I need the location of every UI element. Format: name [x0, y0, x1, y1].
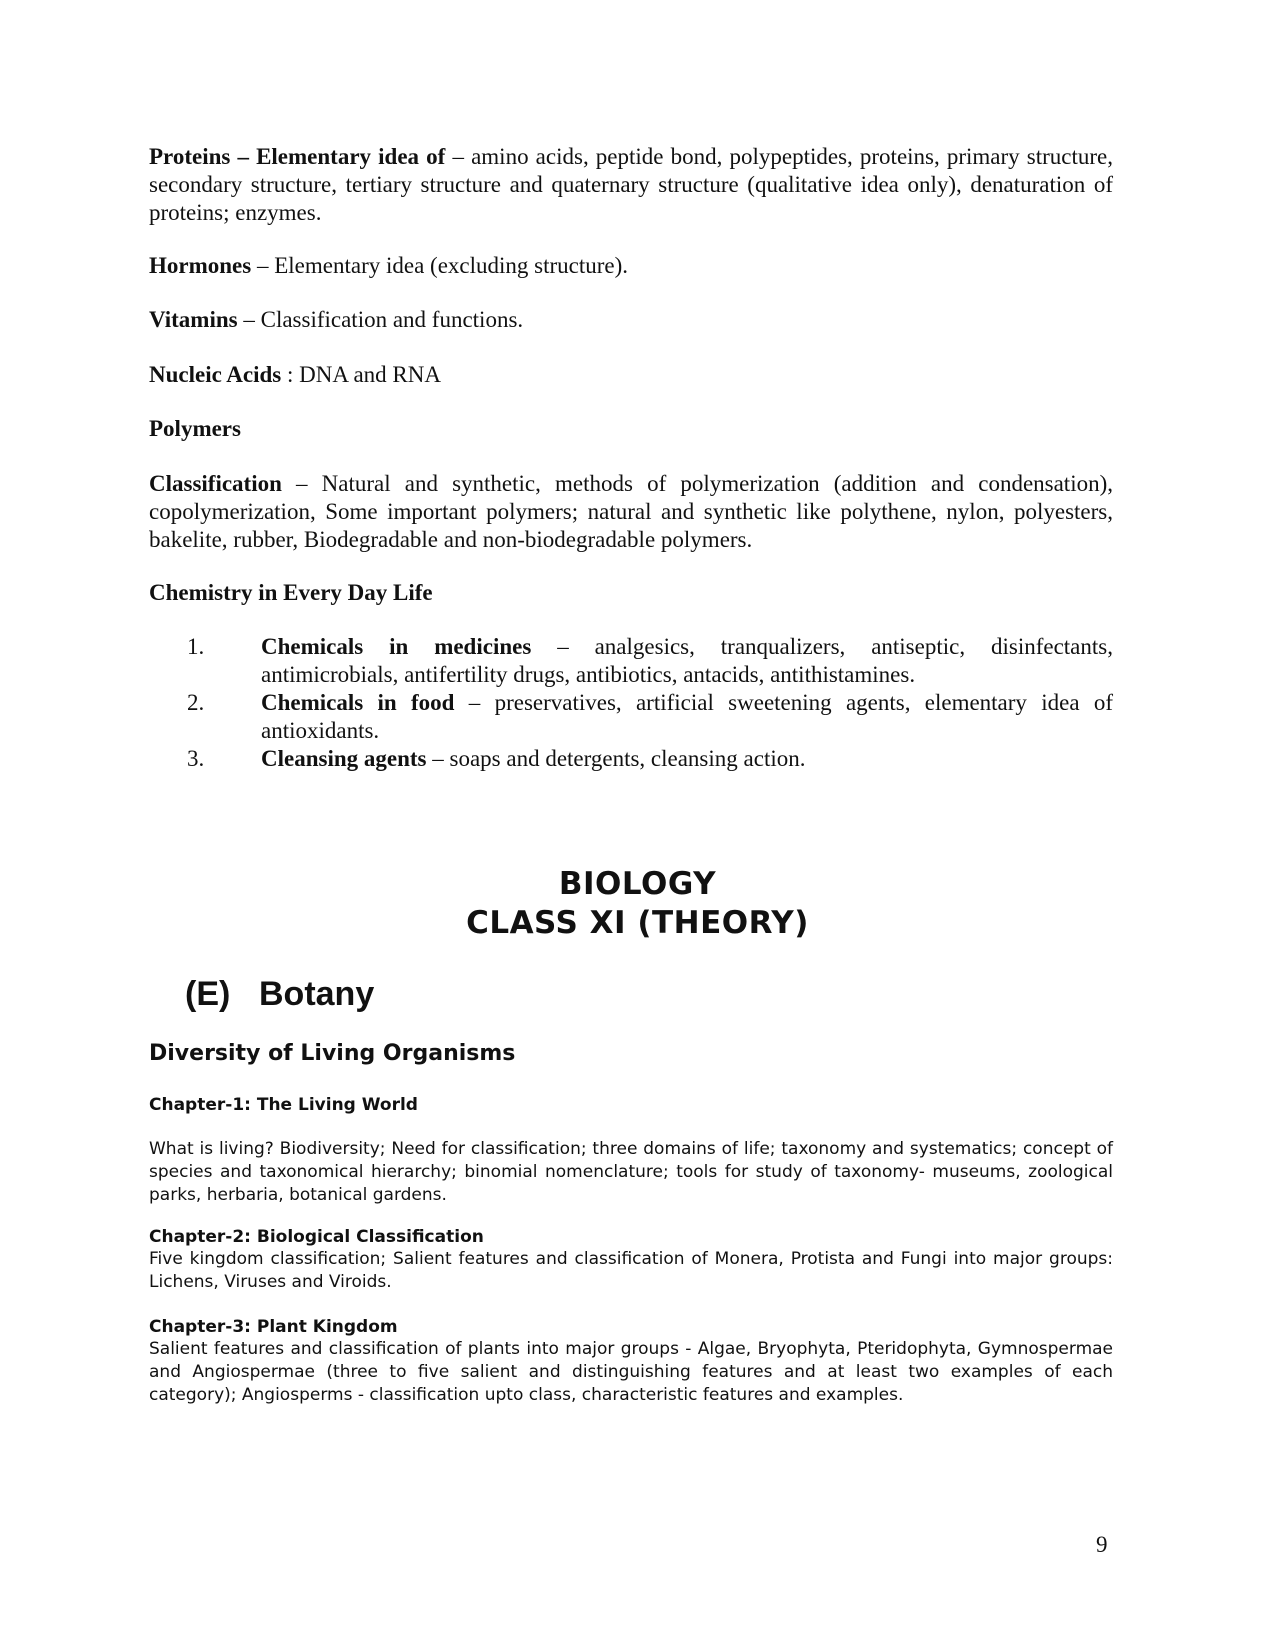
proteins-term: Proteins – Elementary idea of — [149, 144, 446, 169]
section-title — [185, 974, 374, 1014]
chapter-text: Salient features and classification of plants into major groups - Algae, Bryophyta, Pteridophyta, Gymnospermae and Angiospermae (three to five salient and distinguishing features and at least two examples of each category); Angiosperms - classification upto class, characteristic features and examples. — [149, 1339, 1113, 1405]
proteins-text: – amino acids, peptide bond, polypeptides, proteins, primary structure, secondary structure, tertiary structure and quaternary structure (qualitative idea only), denaturation of proteins; enzymes. — [149, 144, 1114, 225]
nucleic-acids-term: Nucleic Acids — [149, 362, 282, 387]
class-subtitle: CLASS XI (THEORY) — [466, 905, 809, 941]
chapter-text: What is living? Biodiversity; Need for classification; three domains of life; taxonomy and systematics; concept of species and taxonomical hierarchy; binomial nomenclature; tools for study of taxonomy- museums, zoological parks, herbaria, botanical gardens. — [149, 1139, 1113, 1205]
list-item — [149, 633, 1113, 689]
everyday-life-heading: Chemistry in Every Day Life — [149, 580, 433, 605]
chapter-text: Five kingdom classification; Salient features and classification of Monera, Protista and Fungi into major groups: Lichens, Viruses and Viroids. — [149, 1249, 1113, 1292]
hormones-paragraph — [149, 252, 1113, 280]
list-item — [149, 745, 1113, 773]
list-item-term: Chemicals in medicines — [261, 634, 532, 659]
vitamins-text: – Classification and functions. — [237, 307, 524, 332]
polymers-heading: Polymers — [149, 416, 241, 441]
unit-title: Diversity of Living Organisms — [149, 1041, 516, 1066]
section-name: Botany — [259, 975, 375, 1013]
hormones-term: Hormones — [149, 253, 252, 278]
list-item-number: 3. — [187, 746, 205, 771]
list-item-number: 2. — [187, 690, 205, 715]
chapter-heading: Chapter-1: The Living World — [149, 1095, 418, 1115]
chapter-heading: Chapter-2: Biological Classification — [149, 1227, 484, 1247]
list-item-term: Chemicals in food — [261, 690, 455, 715]
list-item — [149, 689, 1113, 745]
list-item-term: Cleansing agents — [261, 746, 427, 771]
list-item-text: – preservatives, artificial sweetening agents, elementary idea of antioxidants. — [261, 690, 1114, 743]
proteins-paragraph — [149, 143, 1113, 227]
chapter-heading: Chapter-3: Plant Kingdom — [149, 1317, 398, 1337]
hormones-text: – Elementary idea (excluding structure). — [251, 253, 629, 278]
chapter-2 — [149, 1226, 1113, 1294]
classification-text: – Natural and synthetic, methods of polymerization (addition and condensation), copolymerization, Some important polymers; natural and synthetic like polythene, nylon, polyesters, bakelite, rubber, Biodegradable and non-biodegradable polymers. — [149, 471, 1113, 552]
list-item-number: 1. — [187, 634, 205, 659]
vitamins-term: Vitamins — [149, 307, 238, 332]
section-letter: (E) — [185, 975, 231, 1013]
nucleic-acids-text: : DNA and RNA — [281, 362, 441, 387]
classification-term: Classification — [149, 471, 282, 496]
page-number: 9 — [1096, 1532, 1108, 1557]
list-item-text: – analgesics, tranqualizers, antiseptic, disinfectants, antimicrobials, antifertility drugs, antibiotics, antacids, antithistamines. — [261, 634, 1113, 687]
everyday-life-list — [149, 633, 1113, 773]
chapter-1 — [149, 1094, 1113, 1207]
list-item-text: – soaps and detergents, cleansing action. — [426, 746, 806, 771]
classification-paragraph — [149, 470, 1113, 554]
chapter-3 — [149, 1316, 1113, 1407]
nucleic-acids-paragraph — [149, 361, 1113, 389]
vitamins-paragraph — [149, 306, 1113, 334]
biology-title: BIOLOGY — [558, 866, 717, 902]
